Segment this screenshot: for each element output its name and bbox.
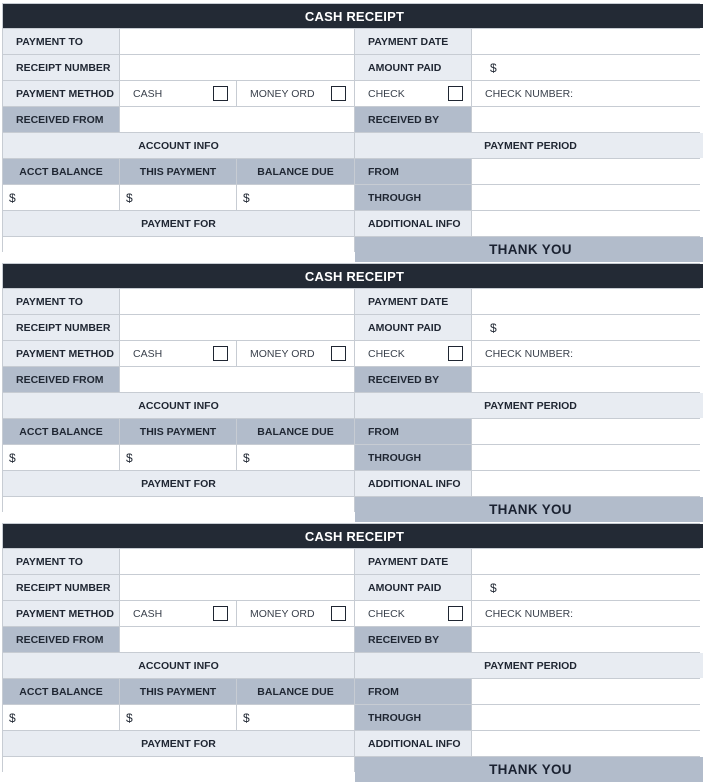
this-payment-field[interactable] (120, 185, 236, 210)
currency-symbol: $ (126, 710, 133, 725)
currency-symbol: $ (126, 190, 133, 205)
thank-you-banner: THANK YOU (355, 757, 703, 782)
receipt-title: CASH RECEIPT (3, 264, 703, 288)
payment-method-label: PAYMENT METHOD (3, 601, 119, 626)
from-field[interactable] (472, 419, 703, 444)
check-number-field[interactable] (472, 81, 703, 106)
from-label: FROM (355, 159, 471, 184)
from-label: FROM (355, 679, 471, 704)
receipt-number-label: RECEIPT NUMBER (3, 575, 119, 600)
through-field[interactable] (472, 705, 703, 730)
account-info-heading: ACCOUNT INFO (3, 653, 354, 678)
acct-balance-field[interactable] (3, 185, 119, 210)
method-money-order-label: MONEY ORD (250, 87, 315, 100)
cash-receipt-1 (2, 3, 700, 257)
payment-to-label: PAYMENT TO (3, 289, 119, 314)
payment-for-heading: PAYMENT FOR (3, 731, 354, 756)
cash-checkbox[interactable] (213, 606, 228, 621)
payment-date-label: PAYMENT DATE (355, 29, 471, 54)
payment-for-heading: PAYMENT FOR (3, 211, 354, 236)
amount-paid-label: AMOUNT PAID (355, 55, 471, 80)
additional-info-label: ADDITIONAL INFO (355, 731, 471, 756)
payment-to-field[interactable] (120, 289, 354, 314)
method-money-order-option[interactable] (237, 341, 354, 366)
received-by-field[interactable] (472, 107, 703, 132)
payment-period-heading: PAYMENT PERIOD (355, 393, 703, 418)
this-payment-field[interactable] (120, 705, 236, 730)
through-label: THROUGH (355, 445, 471, 470)
acct-balance-field[interactable] (3, 705, 119, 730)
currency-symbol: $ (243, 190, 250, 205)
payment-for-field[interactable] (3, 237, 354, 262)
amount-paid-label: AMOUNT PAID (355, 575, 471, 600)
balance-due-label: BALANCE DUE (237, 419, 354, 444)
method-check-option[interactable] (355, 81, 471, 106)
currency-symbol: $ (9, 710, 16, 725)
from-field[interactable] (472, 159, 703, 184)
through-field[interactable] (472, 445, 703, 470)
payment-date-field[interactable] (472, 29, 703, 54)
payment-for-heading: PAYMENT FOR (3, 471, 354, 496)
method-cash-label: CASH (133, 87, 163, 100)
cash-checkbox[interactable] (213, 346, 228, 361)
receipt-title: CASH RECEIPT (3, 4, 703, 28)
currency-symbol: $ (490, 320, 497, 335)
payment-for-field[interactable] (3, 497, 354, 522)
received-from-label: RECEIVED FROM (3, 627, 119, 652)
payment-period-heading: PAYMENT PERIOD (355, 133, 703, 158)
check-checkbox[interactable] (448, 86, 463, 101)
currency-symbol: $ (126, 450, 133, 465)
currency-symbol: $ (490, 580, 497, 595)
this-payment-label: THIS PAYMENT (120, 159, 236, 184)
payment-to-label: PAYMENT TO (3, 549, 119, 574)
this-payment-field[interactable] (120, 445, 236, 470)
method-cash-option[interactable] (120, 341, 236, 366)
payment-date-field[interactable] (472, 289, 703, 314)
acct-balance-field[interactable] (3, 445, 119, 470)
from-field[interactable] (472, 679, 703, 704)
acct-balance-label: ACCT BALANCE (3, 419, 119, 444)
additional-info-label: ADDITIONAL INFO (355, 471, 471, 496)
payment-date-label: PAYMENT DATE (355, 549, 471, 574)
check-checkbox[interactable] (448, 606, 463, 621)
received-from-label: RECEIVED FROM (3, 107, 119, 132)
amount-paid-field[interactable] (472, 315, 703, 340)
payment-method-label: PAYMENT METHOD (3, 341, 119, 366)
additional-info-field[interactable] (472, 731, 703, 756)
balance-due-label: BALANCE DUE (237, 679, 354, 704)
acct-balance-label: ACCT BALANCE (3, 679, 119, 704)
account-info-heading: ACCOUNT INFO (3, 133, 354, 158)
acct-balance-label: ACCT BALANCE (3, 159, 119, 184)
payment-period-heading: PAYMENT PERIOD (355, 653, 703, 678)
payment-to-label: PAYMENT TO (3, 29, 119, 54)
money-order-checkbox[interactable] (331, 606, 346, 621)
amount-paid-label: AMOUNT PAID (355, 315, 471, 340)
method-money-order-label: MONEY ORD (250, 607, 315, 620)
through-label: THROUGH (355, 185, 471, 210)
received-from-label: RECEIVED FROM (3, 367, 119, 392)
method-cash-label: CASH (133, 347, 163, 360)
thank-you-banner: THANK YOU (355, 497, 703, 522)
method-money-order-option[interactable] (237, 81, 354, 106)
currency-symbol: $ (9, 190, 16, 205)
receipt-number-field[interactable] (120, 55, 354, 80)
method-money-order-label: MONEY ORD (250, 347, 315, 360)
from-label: FROM (355, 419, 471, 444)
method-cash-option[interactable] (120, 81, 236, 106)
account-info-heading: ACCOUNT INFO (3, 393, 354, 418)
received-by-label: RECEIVED BY (355, 367, 471, 392)
amount-paid-field[interactable] (472, 575, 703, 600)
check-number-label: CHECK NUMBER: (485, 87, 574, 100)
money-order-checkbox[interactable] (331, 86, 346, 101)
method-check-label: CHECK (368, 607, 405, 620)
receipt-number-label: RECEIPT NUMBER (3, 55, 119, 80)
currency-symbol: $ (243, 450, 250, 465)
cash-checkbox[interactable] (213, 86, 228, 101)
balance-due-field[interactable] (237, 445, 354, 470)
payment-to-field[interactable] (120, 29, 354, 54)
amount-paid-field[interactable] (472, 55, 703, 80)
check-number-field[interactable] (472, 601, 703, 626)
check-number-field[interactable] (472, 341, 703, 366)
received-by-label: RECEIVED BY (355, 107, 471, 132)
receipt-number-field[interactable] (120, 315, 354, 340)
balance-due-field[interactable] (237, 705, 354, 730)
payment-date-field[interactable] (472, 549, 703, 574)
method-money-order-option[interactable] (237, 601, 354, 626)
payment-for-field[interactable] (3, 757, 354, 782)
method-cash-label: CASH (133, 607, 163, 620)
check-number-label: CHECK NUMBER: (485, 347, 574, 360)
balance-due-label: BALANCE DUE (237, 159, 354, 184)
currency-symbol: $ (243, 710, 250, 725)
method-check-option[interactable] (355, 601, 471, 626)
balance-due-field[interactable] (237, 185, 354, 210)
currency-symbol: $ (490, 60, 497, 75)
through-field[interactable] (472, 185, 703, 210)
additional-info-field[interactable] (472, 211, 703, 236)
payment-date-label: PAYMENT DATE (355, 289, 471, 314)
cash-receipt-3 (2, 523, 700, 777)
method-check-label: CHECK (368, 347, 405, 360)
this-payment-label: THIS PAYMENT (120, 679, 236, 704)
through-label: THROUGH (355, 705, 471, 730)
received-by-field[interactable] (472, 627, 703, 652)
money-order-checkbox[interactable] (331, 346, 346, 361)
cash-receipt-2 (2, 263, 700, 517)
additional-info-label: ADDITIONAL INFO (355, 211, 471, 236)
this-payment-label: THIS PAYMENT (120, 419, 236, 444)
receipt-number-field[interactable] (120, 575, 354, 600)
received-from-field[interactable] (120, 627, 354, 652)
additional-info-field[interactable] (472, 471, 703, 496)
method-check-option[interactable] (355, 341, 471, 366)
received-by-field[interactable] (472, 367, 703, 392)
receipt-number-label: RECEIPT NUMBER (3, 315, 119, 340)
payment-method-label: PAYMENT METHOD (3, 81, 119, 106)
method-check-label: CHECK (368, 87, 405, 100)
received-from-field[interactable] (120, 367, 354, 392)
check-number-label: CHECK NUMBER: (485, 607, 574, 620)
check-checkbox[interactable] (448, 346, 463, 361)
currency-symbol: $ (9, 450, 16, 465)
received-from-field[interactable] (120, 107, 354, 132)
received-by-label: RECEIVED BY (355, 627, 471, 652)
method-cash-option[interactable] (120, 601, 236, 626)
thank-you-banner: THANK YOU (355, 237, 703, 262)
payment-to-field[interactable] (120, 549, 354, 574)
receipt-title: CASH RECEIPT (3, 524, 703, 548)
